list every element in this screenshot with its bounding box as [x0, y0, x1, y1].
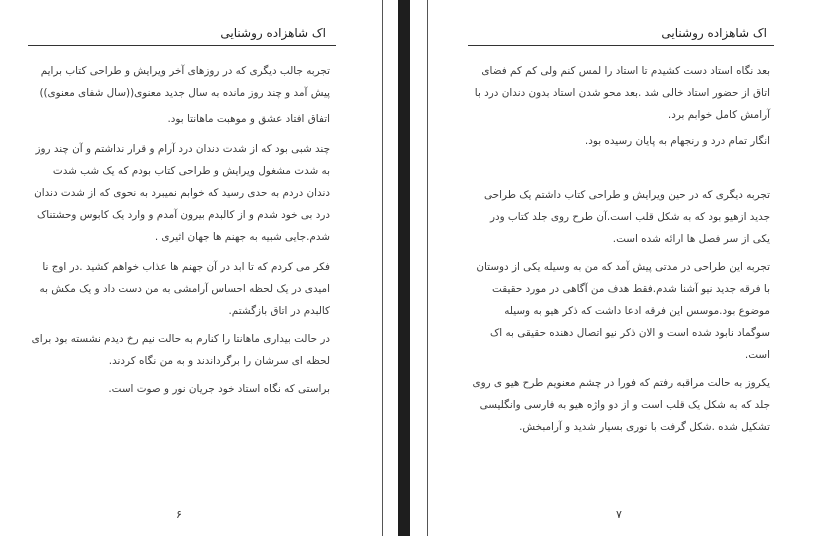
paragraph: بعد نگاه استاد دست کشیدم تا استاد را لمس کنم ولی کم کم فضای اتاق از حضور استاد خالی شد .بعد محو شدن استاد بدون دندان درد با آرامش کامل خوابم برد.	[474, 65, 770, 121]
paragraph: تجربه دیگری که در حین ویرایش و طراحی کتاب داشتم یک طراحی جدید ازهیو بود که به شکل قلب است.آن طرح روی جلد کتاب ودر یکی از سر فصل ها ارائه شده است.	[483, 189, 770, 245]
paragraph: چند شبی بود که از شدت دندان درد آرام و قرار نداشتم و آن چند روز به شدت مشغول ویرایش و طراحی کتاب بودم که یک شب شدت دندان دردم به حدی رسید که خوابم نمیبرد به نحوی که از شدت دندان درد بی خود شدم و از کالبدم بیرون آمدم و وارد یک کابوس وحشتناک شدم.جایی شبیه به جهنم ها جهان اثیری .	[34, 143, 330, 243]
paragraph: در حالت بیداری ماهانتا را کنارم به حالت نیم رخ دیدم نشسته بود برای لحظه ای سرشان را برگرداندند و به من نگاه کردند.	[31, 333, 330, 367]
left-page-body	[30, 60, 330, 400]
left-page-number: ۶	[176, 508, 182, 521]
book-spine	[398, 0, 410, 536]
right-page-body	[470, 60, 770, 438]
right-page-number: ۷	[616, 508, 622, 521]
left-page-header: اک شاهزاده روشنایی	[220, 26, 326, 40]
paragraph: اتفاق افتاد عشق و موهبت ماهانتا بود.	[167, 113, 330, 125]
left-header-rule	[28, 45, 336, 46]
spine-edge-left	[382, 0, 383, 536]
right-header-rule	[468, 45, 774, 46]
paragraph: تجربه جالب دیگری که در روزهای آخر ویرایش و طراحی کتاب برایم پیش آمد و چند روز مانده به سال جدید معنوی((سال شفای معنوی))	[39, 65, 330, 99]
paragraph: انگار تمام درد و رنجهام به پایان رسیده بود.	[584, 135, 770, 147]
right-page-header: اک شاهزاده روشنایی	[661, 26, 767, 40]
paragraph: تجربه این طراحی در مدتی پیش آمد که من به وسیله یکی از دوستان با فرقه جدید نیو آشنا شدم.فقط هدف من آگاهی در مورد حقیقت موضوع بود.موسس این فرقه ادعا داشت که ذکر هیو به وسیله سوگماد نابود شده است و الان ذکر نیو اتصال دهنده حقیقی به اک است.	[476, 261, 770, 361]
left-page	[0, 0, 382, 536]
right-page	[428, 0, 813, 536]
paragraph: فکر می کردم که تا ابد در آن جهنم ها عذاب خواهم کشید .در اوج نا امیدی در یک لحظه احساس آرامشی به من دست داد و یک مکش به کالبدم در اتاق بازگشتم.	[39, 261, 330, 317]
paragraph: یکروز به حالت مراقبه رفتم که فورا در چشم معنویم طرح هیو ی روی جلد که به شکل یک قلب است و از دو واژه هیو به فارسی وانگلیسی تشکیل شده .شکل گرفت با نوری بسیار شدید و آرامبخش.	[472, 377, 770, 433]
paragraph: براستی که نگاه استاد خود جریان نور و صوت است.	[108, 383, 330, 395]
